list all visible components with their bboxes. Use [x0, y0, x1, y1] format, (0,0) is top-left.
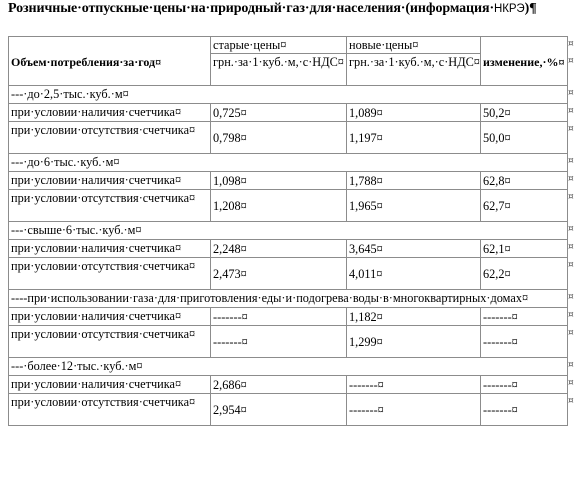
old-price-cell: 0,725¤: [211, 104, 347, 122]
section-row: [9, 358, 568, 376]
row-end-mark: ¤: [568, 259, 574, 270]
table-row: [9, 122, 568, 154]
row-end-mark: ¤: [568, 309, 574, 320]
header-new-unit: грн.·за·1·куб.·м,·с·НДС¤: [347, 54, 481, 86]
row-end-mark: ¤: [568, 223, 574, 234]
condition-cell: при·условии·наличия·счетчика¤: [9, 104, 211, 122]
table-row: [9, 258, 568, 290]
row-end-mark: ¤: [568, 359, 574, 370]
table-row: [9, 326, 568, 358]
old-price-cell: -------¤: [211, 326, 347, 358]
old-price-cell: -------¤: [211, 308, 347, 326]
row-end-mark: ¤: [568, 377, 574, 388]
new-price-cell: 3,645¤: [347, 240, 481, 258]
row-end-mark: ¤: [568, 241, 574, 252]
new-price-cell: 1,965¤: [347, 190, 481, 222]
old-price-cell: 2,954¤: [211, 394, 347, 426]
title-end: )¶: [524, 1, 537, 16]
old-price-cell: 1,208¤: [211, 190, 347, 222]
new-price-cell: 1,089¤: [347, 104, 481, 122]
row-end-mark: ¤: [568, 87, 574, 98]
condition-cell: при·условии·наличия·счетчика¤: [9, 172, 211, 190]
section-label: ---·до·2,5·тыс.·куб.·м¤: [9, 86, 568, 104]
change-cell: 50,0¤: [481, 122, 568, 154]
section-label: ---·до·6·тыс.·куб.·м¤: [9, 154, 568, 172]
row-end-mark: ¤: [568, 38, 574, 49]
new-price-cell: 1,197¤: [347, 122, 481, 154]
change-cell: 50,2¤: [481, 104, 568, 122]
change-cell: 62,7¤: [481, 190, 568, 222]
change-cell: 62,8¤: [481, 172, 568, 190]
title-main: Розничные·отпускные·цены·на·природный·газ·для·населения·(информация·: [8, 1, 495, 16]
new-price-cell: -------¤: [347, 394, 481, 426]
condition-cell: при·условии·наличия·счетчика¤: [9, 308, 211, 326]
row-end-mark: ¤: [568, 105, 574, 116]
row-end-mark: ¤: [568, 173, 574, 184]
old-price-cell: 2,686¤: [211, 376, 347, 394]
old-price-cell: 2,473¤: [211, 258, 347, 290]
row-end-mark: ¤: [568, 191, 574, 202]
row-end-mark: ¤: [568, 291, 574, 302]
row-end-mark: ¤: [568, 123, 574, 134]
condition-cell: при·условии·наличия·счетчика¤: [9, 240, 211, 258]
section-label: ---·более·12·тыс.·куб.·м¤: [9, 358, 568, 376]
change-cell: -------¤: [481, 326, 568, 358]
table-row: [9, 172, 568, 190]
section-row: [9, 154, 568, 172]
condition-cell: при·условии·отсутствия·счетчика¤: [9, 122, 211, 154]
condition-cell: при·условии·отсутствия·счетчика¤: [9, 258, 211, 290]
condition-cell: при·условии·отсутствия·счетчика¤: [9, 190, 211, 222]
header-consumption: Объем·потребления·за·год¤: [9, 37, 211, 86]
section-row: [9, 222, 568, 240]
new-price-cell: 1,299¤: [347, 326, 481, 358]
document-title: [8, 1, 537, 17]
title-source: НКРЭ: [494, 3, 525, 15]
condition-cell: при·условии·отсутствия·счетчика¤: [9, 394, 211, 426]
change-cell: -------¤: [481, 308, 568, 326]
table-row: [9, 308, 568, 326]
condition-cell: при·условии·наличия·счетчика¤: [9, 376, 211, 394]
change-cell: 62,1¤: [481, 240, 568, 258]
section-row: [9, 290, 568, 308]
header-old-unit: грн.·за·1·куб.·м,·с·НДС¤: [211, 54, 347, 86]
table-row: [9, 376, 568, 394]
row-end-mark: ¤: [568, 55, 574, 66]
change-cell: -------¤: [481, 376, 568, 394]
old-price-cell: 2,248¤: [211, 240, 347, 258]
table-row: [9, 240, 568, 258]
section-label: ----при·использовании·газа·для·приготовления·еды·и·подогрева·воды·в·многоквартирных·домах¤: [9, 290, 568, 308]
section-label: ---·свыше·6·тыс.·куб.·м¤: [9, 222, 568, 240]
row-end-mark: ¤: [568, 155, 574, 166]
new-price-cell: 4,011¤: [347, 258, 481, 290]
row-end-mark: ¤: [568, 395, 574, 406]
new-price-cell: 1,788¤: [347, 172, 481, 190]
table-row: [9, 394, 568, 426]
old-price-cell: 1,098¤: [211, 172, 347, 190]
header-row-1: [9, 37, 568, 54]
new-price-cell: -------¤: [347, 376, 481, 394]
old-price-cell: 0,798¤: [211, 122, 347, 154]
header-new-prices: новые·цены¤: [347, 37, 481, 54]
section-row: [9, 86, 568, 104]
new-price-cell: 1,182¤: [347, 308, 481, 326]
table-row: [9, 104, 568, 122]
change-cell: 62,2¤: [481, 258, 568, 290]
header-change: изменение,·%¤: [481, 37, 568, 86]
header-old-prices: старые·цены¤: [211, 37, 347, 54]
row-end-mark: ¤: [568, 327, 574, 338]
condition-cell: при·условии·отсутствия·счетчика¤: [9, 326, 211, 358]
change-cell: -------¤: [481, 394, 568, 426]
table-row: [9, 190, 568, 222]
gas-prices-table: [8, 36, 568, 426]
